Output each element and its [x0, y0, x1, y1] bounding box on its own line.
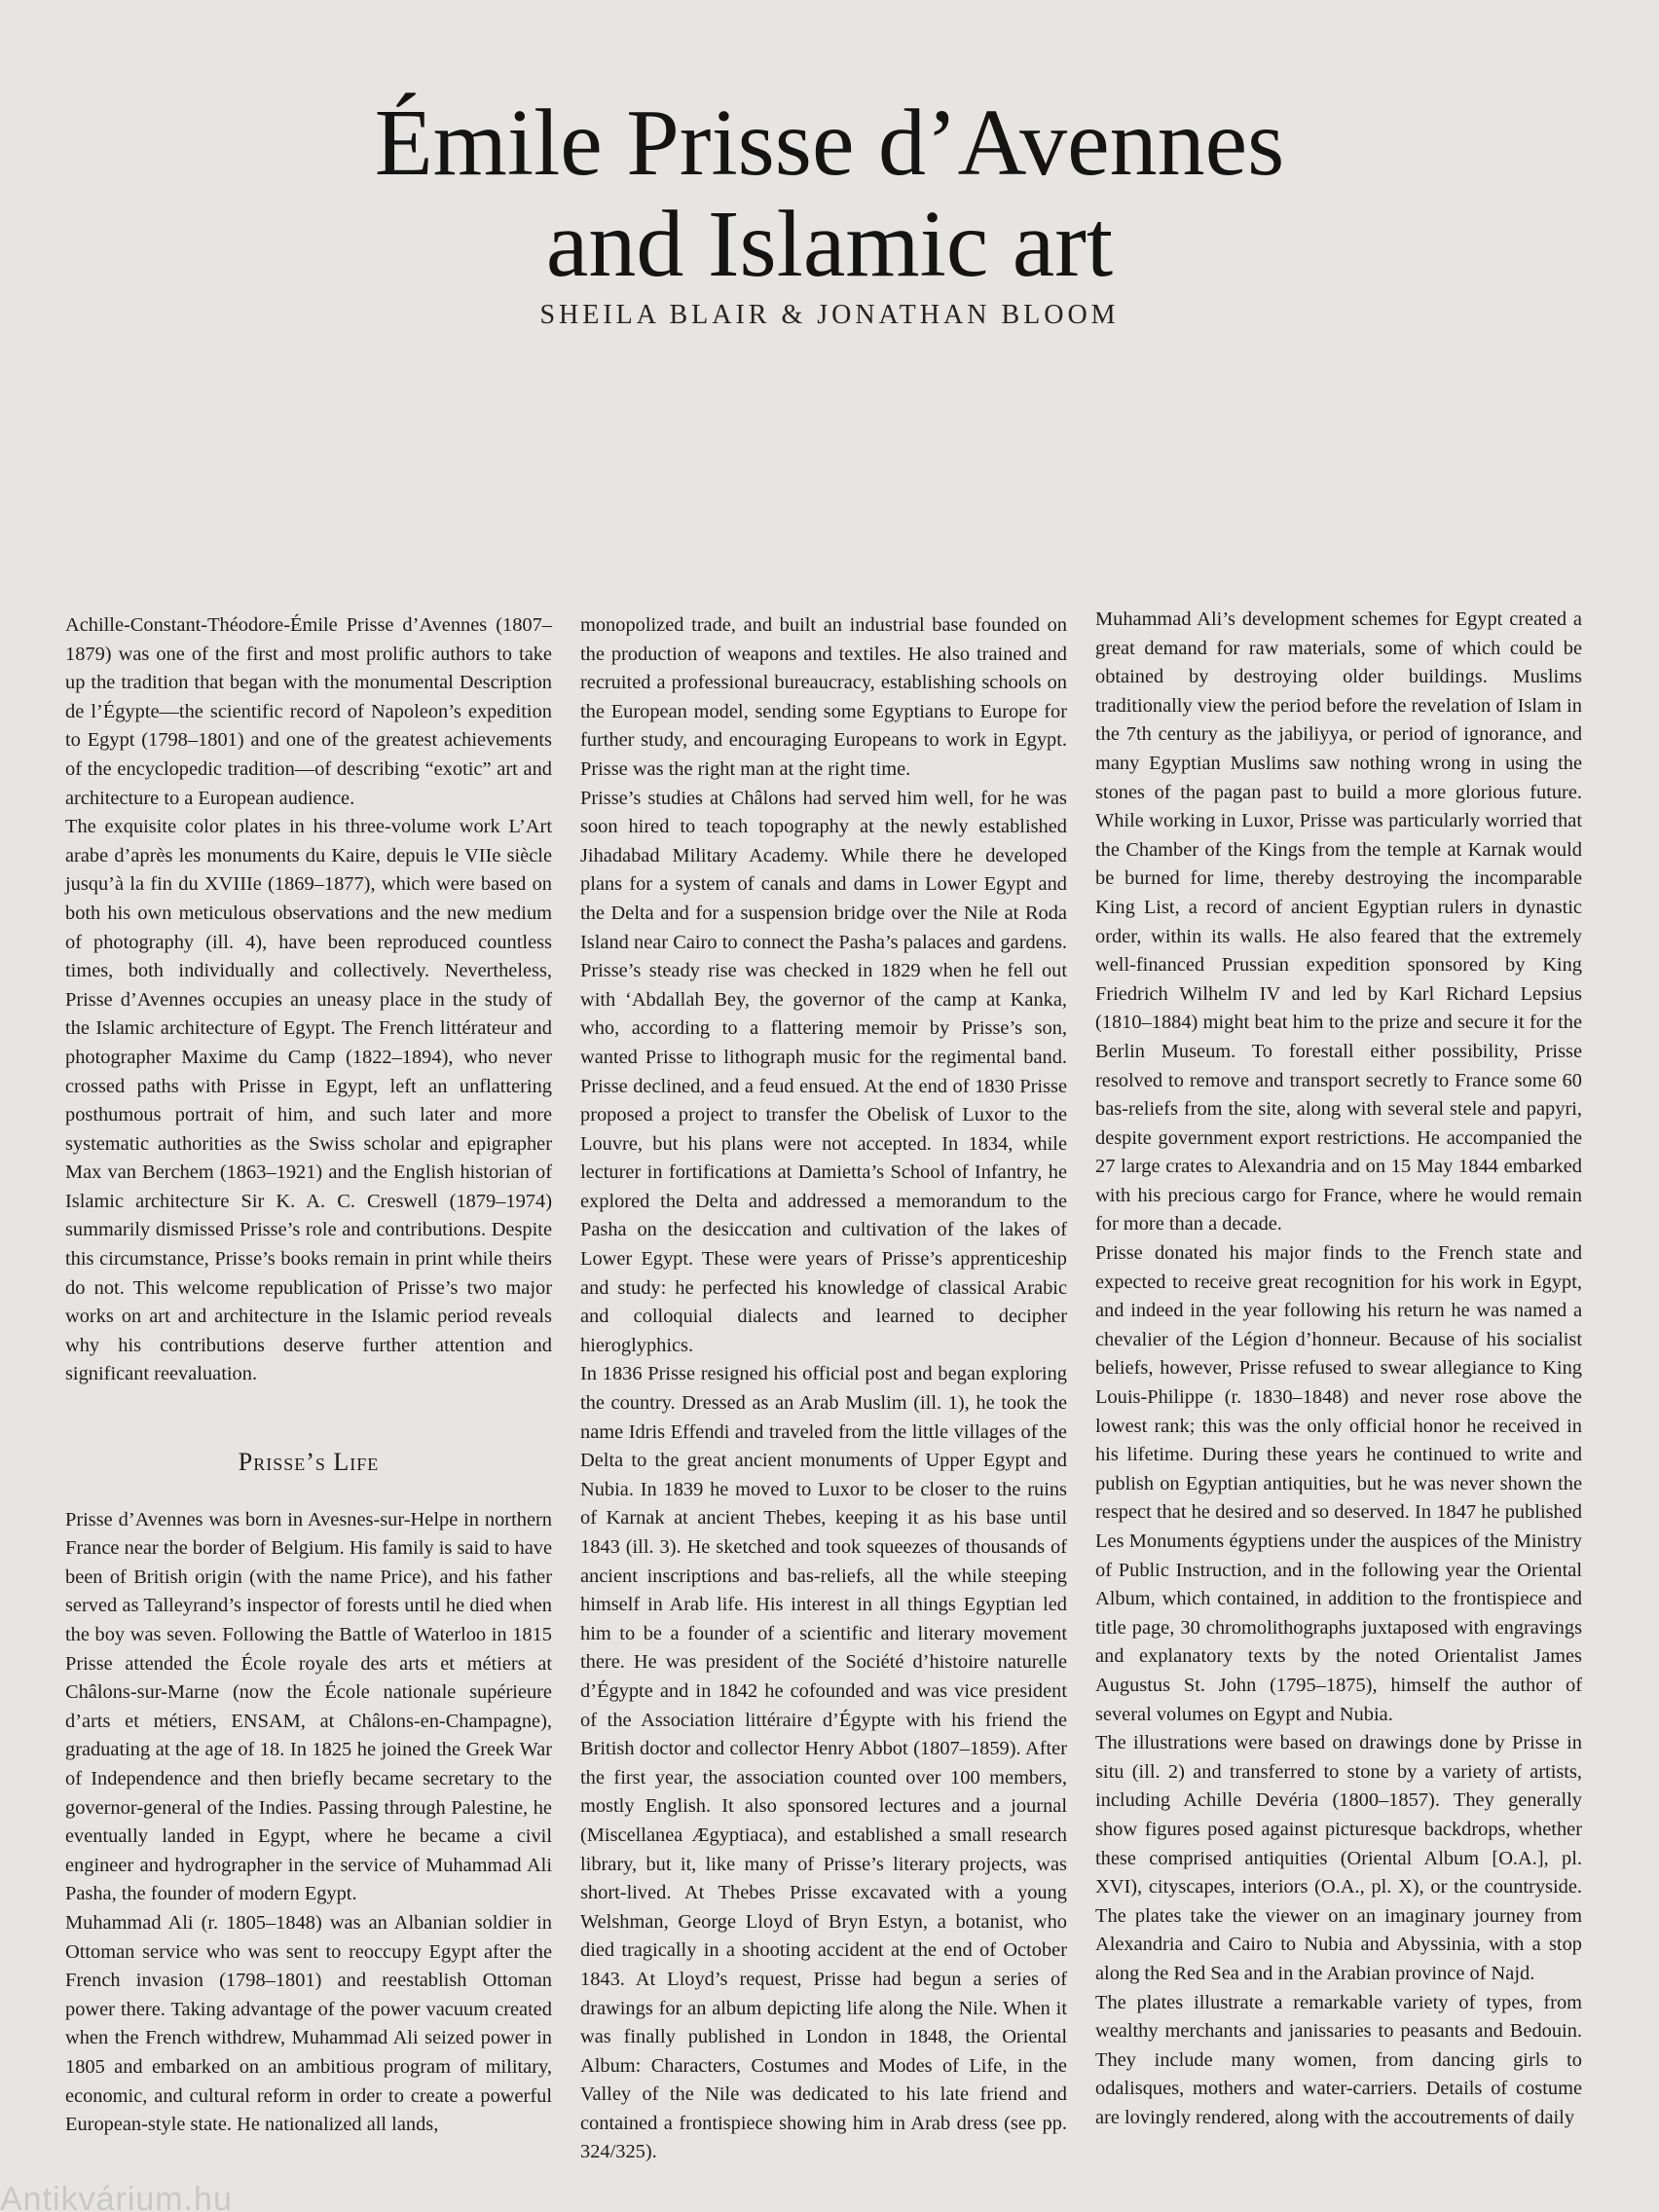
paragraph: In 1836 Prisse resigned his official post and began exploring the country. Dressed as an Arab Muslim (ill. 1), he took the name Idris Effendi and traveled from the little villages of the Delta to the great ancient monuments of Upper Egypt and Nubia. In 1839 he moved to Luxor to be closer to the ruins of Karnak at ancient Thebes, keeping it as his base until 1843 (ill. 3). He sketched and took squeezes of thousands of ancient inscriptions and bas-reliefs, all the while steeping himself in Arab life. His interest in all things Egyptian led him to be a founder of a scientific and literary movement there. He was president of the Société d’histoire naturelle d’Égypte and in 1842 he cofounded and was vice president of the Association littéraire d’Égypte with his friend the British doctor and collector Henry Abbot (1807–1859). After the first year, the association counted over 100 members, mostly English. It also sponsored lectures and a journal (Miscellanea Ægyptiaca), and established a small research library, but it, like many of Prisse’s literary projects, was short-lived. At Thebes Prisse excavated with a young Welshman, George Lloyd of Bryn Estyn, a botanist, who died tragically in a shooting accident at the end of October 1843. At Lloyd’s request, Prisse had begun a series of drawings for an album depicting life along the Nile. When it was finally published in London in 1848, the Oriental Album: Characters, Costumes and Modes of Life, in the Valley of the Nile was dedicated to his late friend and contained a frontispiece showing him in Arab dress (see pp. 324/325).	[580, 1363, 1067, 2163]
page-title	[0, 90, 1659, 297]
paragraph: Muhammad Ali (r. 1805–1848) was an Albanian soldier in Ottoman service who was sent to reoccupy Egypt after the French invasion (1798–1801) and reestablish Ottoman power there. Taking advantage of the power vacuum created when the French withdrew, Muhammad Ali seized power in 1805 and embarked on an ambitious program of military, economic, and cultural reform in order to create a powerful European-style state. He nationalized all lands,	[65, 1911, 552, 2136]
paragraph: The exquisite color plates in his three-volume work L’Art arabe d’après les monuments du Kaire, depuis le VIIe siècle jusqu’à la fin du XVIIIe (1869–1877), which were based on both his own meticulous observations and the new medium of photography (ill. 4), have been reproduced countless times, both individually and collectively. Nevertheless, Prisse d’Avennes occupies an uneasy place in the study of the Islamic architecture of Egypt. The French littérateur and photographer Maxime du Camp (1822–1894), who never crossed paths with Prisse in Egypt, left an unflattering posthumous portrait of him, and such later and more systematic authorities as the Swiss scholar and epigrapher Max van Berchem (1863–1921) and the English historian of Islamic architecture Sir K. A. C. Creswell (1879–1974) summarily dismissed Prisse’s role and contributions. Despite this circumstance, Prisse’s books remain in print while theirs do not. This welcome republication of Prisse’s two major works on art and architecture in the Islamic period reveals why his contributions deserve further attention and significant reevaluation.	[65, 816, 552, 1385]
title-line-1: Émile Prisse d’Avennes	[374, 90, 1285, 196]
paragraph: Prisse donated his major finds to the French state and expected to receive great recognition for his work in Egypt, and indeed in the year following his return he was named a chevalier of the Légion d’honneur. Because of his socialist beliefs, however, Prisse refused to swear allegiance to King Louis-Philippe (r. 1830–1848) and never rose above the lowest rank; this was the only official honor he received in his lifetime. During these years he continued to write and publish on Egyptian antiquities, but he was never shown the respect that he desired and so deserved. In 1847 he published Les Monuments égyptiens under the auspices of the Ministry of Public Instruction, and in the following year the Oriental Album, which contained, in addition to the frontispiece and title page, 30 chromolithographs juxtaposed with engravings and explanatory texts by the noted Orientalist James Augustus St. John (1795–1875), himself the author of several volumes on Egypt and Nubia.	[1095, 1242, 1582, 1725]
section-heading: Prisse’s Life	[238, 1448, 380, 1477]
paragraph: Prisse’s studies at Châlons had served him well, for he was soon hired to teach topography at the newly established Jihadabad Military Academy. While there he developed plans for a system of canals and dams in Lower Egypt and the Delta and for a suspension bridge over the Nile at Roda Island near Cairo to connect the Pasha’s palaces and gardens. Prisse’s steady rise was checked in 1829 when he fell out with ‘Abdallah Bey, the governor of the camp at Kanka, who, according to a flattering memoir by Prisse’s son, wanted Prisse to lithograph music for the regimental band. Prisse declined, and a feud ensued. At the end of 1830 Prisse proposed a project to transfer the Obelisk of Luxor to the Louvre, but his plans were not accepted. In 1834, while lecturer in fortifications at Damietta’s School of Infantry, he explored the Delta and addressed a memorandum to the Pasha on the desiccation and cultivation of the lakes of Lower Egypt. These were years of Prisse’s apprenticeship and study: he perfected his knowledge of classical Arabic and colloquial dialects and learned to decipher hieroglyphics.	[580, 787, 1067, 1356]
paragraph: Achille-Constant-Théodore-Émile Prisse d’Avennes (1807–1879) was one of the first and most prolific authors to take up the tradition that began with the monumental Description de l’Égypte—the scientific record of Napoleon’s expedition to Egypt (1798–1801) and one of the greatest achievements of the encyclopedic tradition—of describing “exotic” art and architecture to a European audience.	[65, 614, 552, 809]
watermark: Antikvárium.hu	[0, 2181, 233, 2212]
text-column-2	[580, 611, 1067, 2167]
paragraph: The plates illustrate a remarkable variety of types, from wealthy merchants and janissaries to peasants and Bedouin. They include many women, from dancing girls to odalisques, mothers and water-carriers. Details of costume are lovingly rendered, along with the accoutrements of daily	[1095, 1991, 1582, 2128]
text-column-1	[65, 611, 552, 2140]
paragraph: monopolized trade, and built an industrial base founded on the production of weapons and textiles. He also trained and recruited a professional bureaucracy, establishing schools on the European model, sending some Egyptians to Europe for further study, and encouraging Europeans to work in Egypt. Prisse was the right man at the right time.	[580, 614, 1067, 780]
paragraph: Muhammad Ali’s development schemes for Egypt created a great demand for raw materials, some of which could be obtained by destroying older buildings. Muslims traditionally view the period before the revelation of Islam in the 7th century as the jabiliyya, or period of ignorance, and many Egyptian Muslims saw nothing wrong in using the stones of the pagan past to build a more glorious future. While working in Luxor, Prisse was particularly worried that the Chamber of the Kings from the temple at Karnak would be burned for lime, thereby destroying the incomparable King List, a record of ancient Egyptian rulers in dynastic order, within its walls. He also feared that the extremely well-financed Prussian expedition sponsored by King Friedrich Wilhelm IV and led by Karl Richard Lepsius (1810–1884) might beat him to the prize and secure it for the Berlin Museum. To forestall either possibility, Prisse resolved to remove and transport secretly to France some 60 bas-reliefs from the site, along with several stele and papyri, despite government export restrictions. He accompanied the 27 large crates to Alexandria and on 15 May 1844 embarked with his precious cargo for France, where he would remain for more than a decade.	[1095, 608, 1582, 1235]
text-column-3	[1095, 606, 1582, 2132]
paragraph: Prisse d’Avennes was born in Avesnes-sur-Helpe in northern France near the border of Belgium. His family is said to have been of British origin (with the name Price), and his father served as Talleyrand’s inspector of forests until he died when the boy was seven. Following the Battle of Waterloo in 1815 Prisse attended the École royale des arts et métiers at Châlons-sur-Marne (now the École nationale supérieure d’arts et métiers, ENSAM, at Châlons-en-Champagne), graduating at the age of 18. In 1825 he joined the Greek War of Independence and then briefly became secretary to the governor-general of the Indies. Passing through Palestine, he eventually landed in Egypt, where he became a civil engineer and hydrographer in the service of Muhammad Ali Pasha, the founder of modern Egypt.	[65, 1508, 552, 1905]
author-byline: SHEILA BLAIR & JONATHAN BLOOM	[539, 300, 1120, 330]
paragraph: The illustrations were based on drawings done by Prisse in situ (ill. 2) and transferred to stone by a variety of artists, including Achille Devéria (1800–1857). They generally show figures posed against picturesque backdrops, whether these comprised antiquities (Oriental Album [O.A.], pl. XVI), cityscapes, interiors (O.A., pl. X), or the countryside. The plates take the viewer on an imaginary journey from Alexandria and Cairo to Nubia and Abyssinia, with a stop along the Red Sea and in the Arabian province of Najd.	[1095, 1732, 1582, 1984]
title-line-2: and Islamic art	[545, 191, 1114, 297]
